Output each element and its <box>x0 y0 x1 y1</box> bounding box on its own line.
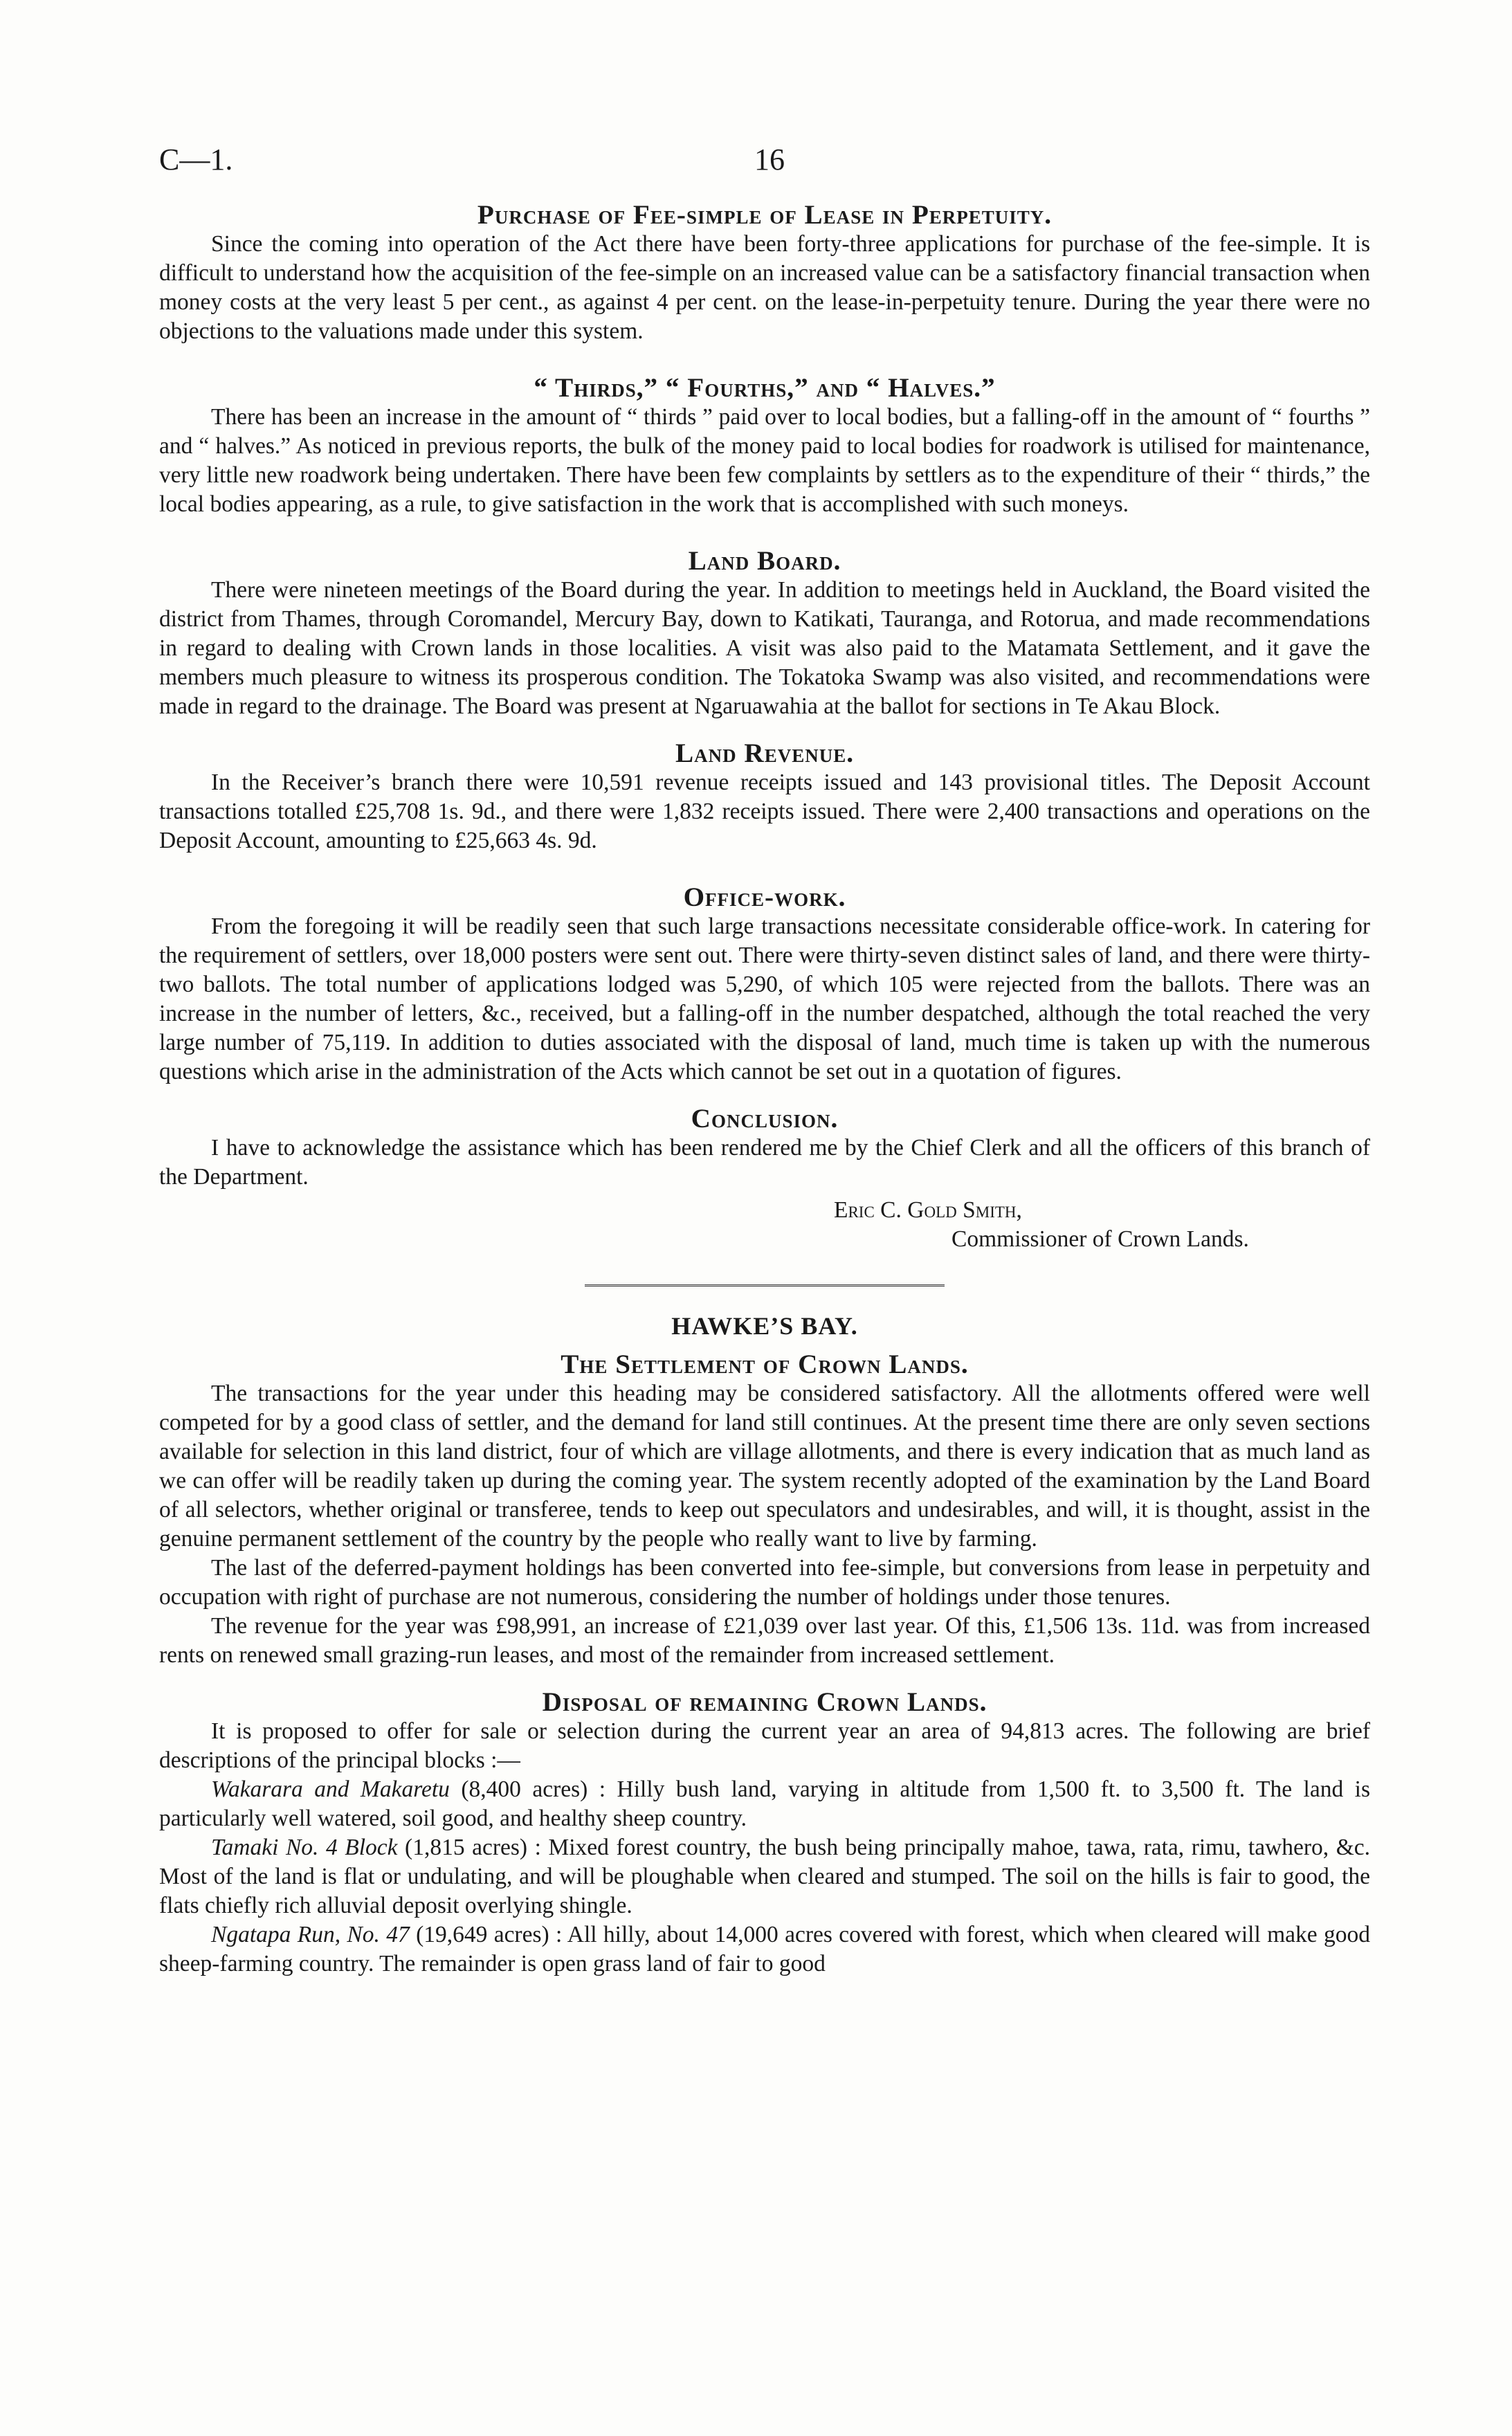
document-code: C—1. <box>159 143 233 176</box>
paragraph: The last of the deferred-payment holdings has been converted into fee-simple, but conversions from lease in perpetuity and occupation with right of purchase are not numerous, considering the number of holdings under those tenures. <box>159 1555 1370 1610</box>
block-description: Ngatapa Run, No. 47 (19,649 acres) : All hilly, about 14,000 acres covered with forest, which when cleared will make good sheep-farming country. The remainder is open grass land of fair to good <box>159 1922 1370 1976</box>
paragraph: From the foregoing it will be readily seen that such large transactions necessitate considerable office-work. In catering for the requirement of settlers, over 18,000 posters were sent out. There were thirty-seven distinct sales of land, and there were thirty-two ballots. The total number of applications lodged was 5,290, of which 105 were rejected from the ballots. There was an increase in the number of letters, &c., received, but a falling-off in the number despatched, although the total reached the very large number of 75,119. In addition to duties associated with the disposal of land, much time is taken up with the numerous questions which arise in the administration of the Acts which cannot be set out in a quotation of figures. <box>159 914 1370 1084</box>
paragraph: It is proposed to offer for sale or selection during the current year an area of 94,813 acres. The following are brief descriptions of the principal blocks :— <box>159 1718 1370 1773</box>
signature-title: Commissioner of Crown Lands. <box>951 1226 1249 1252</box>
block-name: Tamaki No. 4 Block <box>211 1835 398 1860</box>
signature-name: Eric C. Gold Smith, <box>834 1197 1022 1223</box>
page-header <box>159 142 1370 183</box>
document-body <box>159 201 1370 1979</box>
section-heading-settlement: The Settlement of Crown Lands. <box>561 1349 969 1379</box>
block-name: Wakarara and Makaretu <box>211 1776 450 1802</box>
paragraph: The revenue for the year was £98,991, an increase of £21,039 over last year. Of this, £1,506 13s. 11d. was from increased rents on renewed small grazing-run leases, and most of the remainder from increased settlement. <box>159 1613 1370 1668</box>
block-description: Wakarara and Makaretu (8,400 acres) : Hilly bush land, varying in altitude from 1,500 ft. to 3,500 ft. The land is particularly well watered, soil good, and healthy sheep country. <box>159 1776 1370 1831</box>
section-divider <box>585 1284 945 1287</box>
paragraph: There has been an increase in the amount of “ thirds ” paid over to local bodies, but a falling-off in the amount of “ fourths ” and “ halves.” As noticed in previous reports, the bulk of the money paid to local bodies for roadwork is utilised for maintenance, very little new roadwork being undertaken. There have been few complaints by settlers as to the expenditure of their “ thirds,” the local bodies appearing, as a rule, to give satisfaction in the work that is accomplished with such moneys. <box>159 404 1370 517</box>
paragraph: I have to acknowledge the assistance which has been rendered me by the Chief Clerk and all the officers of this branch of the Department. <box>159 1135 1370 1190</box>
district-title: HAWKE’S BAY. <box>671 1312 858 1340</box>
block-description: Tamaki No. 4 Block (1,815 acres) : Mixed forest country, the bush being principally mahoe, tawa, rata, rimu, tawhero, &c. Most of the land is flat or undulating, and will be ploughable when cleared and stumped. The soil on the hills is fair to good, the flats chiefly rich alluvial deposit overlying shingle. <box>159 1835 1370 1918</box>
section-heading-thirds: “ Thirds,” “ Fourths,” and “ Halves.” <box>534 373 996 403</box>
paragraph: The transactions for the year under this heading may be considered satisfactory. All the allotments offered were well competed for by a good class of settler, and the demand for land still continues. At the present time there are only seven sections available for selection in this land district, four of which are village allotments, and there is every indication that as much land as we can offer will be readily taken up during the coming year. The system recently adopted of the examination by the Land Board of all selectors, whether original or transferee, tends to keep out speculators and undesirables, and will, it is thought, assist in the genuine permanent settlement of the country by the people who really want to live by farming. <box>159 1381 1370 1552</box>
paragraph: Since the coming into operation of the Act there have been forty-three applications for purchase of the fee-simple. It is difficult to understand how the acquisition of the fee-simple on an increased value can be a satisfactory financial transaction when money costs at the very least 5 per cent., as against 4 per cent. on the lease-in-perpetuity tenure. During the year there were no objections to the valuations made under this system. <box>159 231 1370 344</box>
section-heading-land-revenue: Land Revenue. <box>675 738 855 768</box>
paragraph: There were nineteen meetings of the Board during the year. In addition to meetings held in Auckland, the Board visited the district from Thames, through Coromandel, Mercury Bay, down to Katikati, Tauranga, and Rotorua, and made recommendations in regard to dealing with Crown lands in those localities. A visit was also paid to the Matamata Settlement, and it gave the members much pleasure to witness its prosperous condition. The Tokatoka Swamp was also visited, and recommendations were made in regard to the drainage. The Board was present at Ngaruawahia at the ballot for sections in Te Akau Block. <box>159 577 1370 719</box>
section-heading-land-board: Land Board. <box>688 546 841 576</box>
section-heading-purchase: Purchase of Fee-simple of Lease in Perpetuity. <box>477 200 1053 230</box>
section-heading-office-work: Office-work. <box>683 882 846 912</box>
paragraph: In the Receiver’s branch there were 10,591 revenue receipts issued and 143 provisional titles. The Deposit Account transactions totalled £25,708 1s. 9d., and there were 1,832 receipts issued. There were 2,400 transactions and operations on the Deposit Account, amounting to £25,663 4s. 9d. <box>159 770 1370 853</box>
block-name: Ngatapa Run, No. 47 <box>211 1922 410 1947</box>
section-heading-disposal: Disposal of remaining Crown Lands. <box>542 1687 987 1717</box>
page-number: 16 <box>754 143 785 176</box>
section-heading-conclusion: Conclusion. <box>691 1104 839 1134</box>
signature-block <box>159 1196 1370 1254</box>
